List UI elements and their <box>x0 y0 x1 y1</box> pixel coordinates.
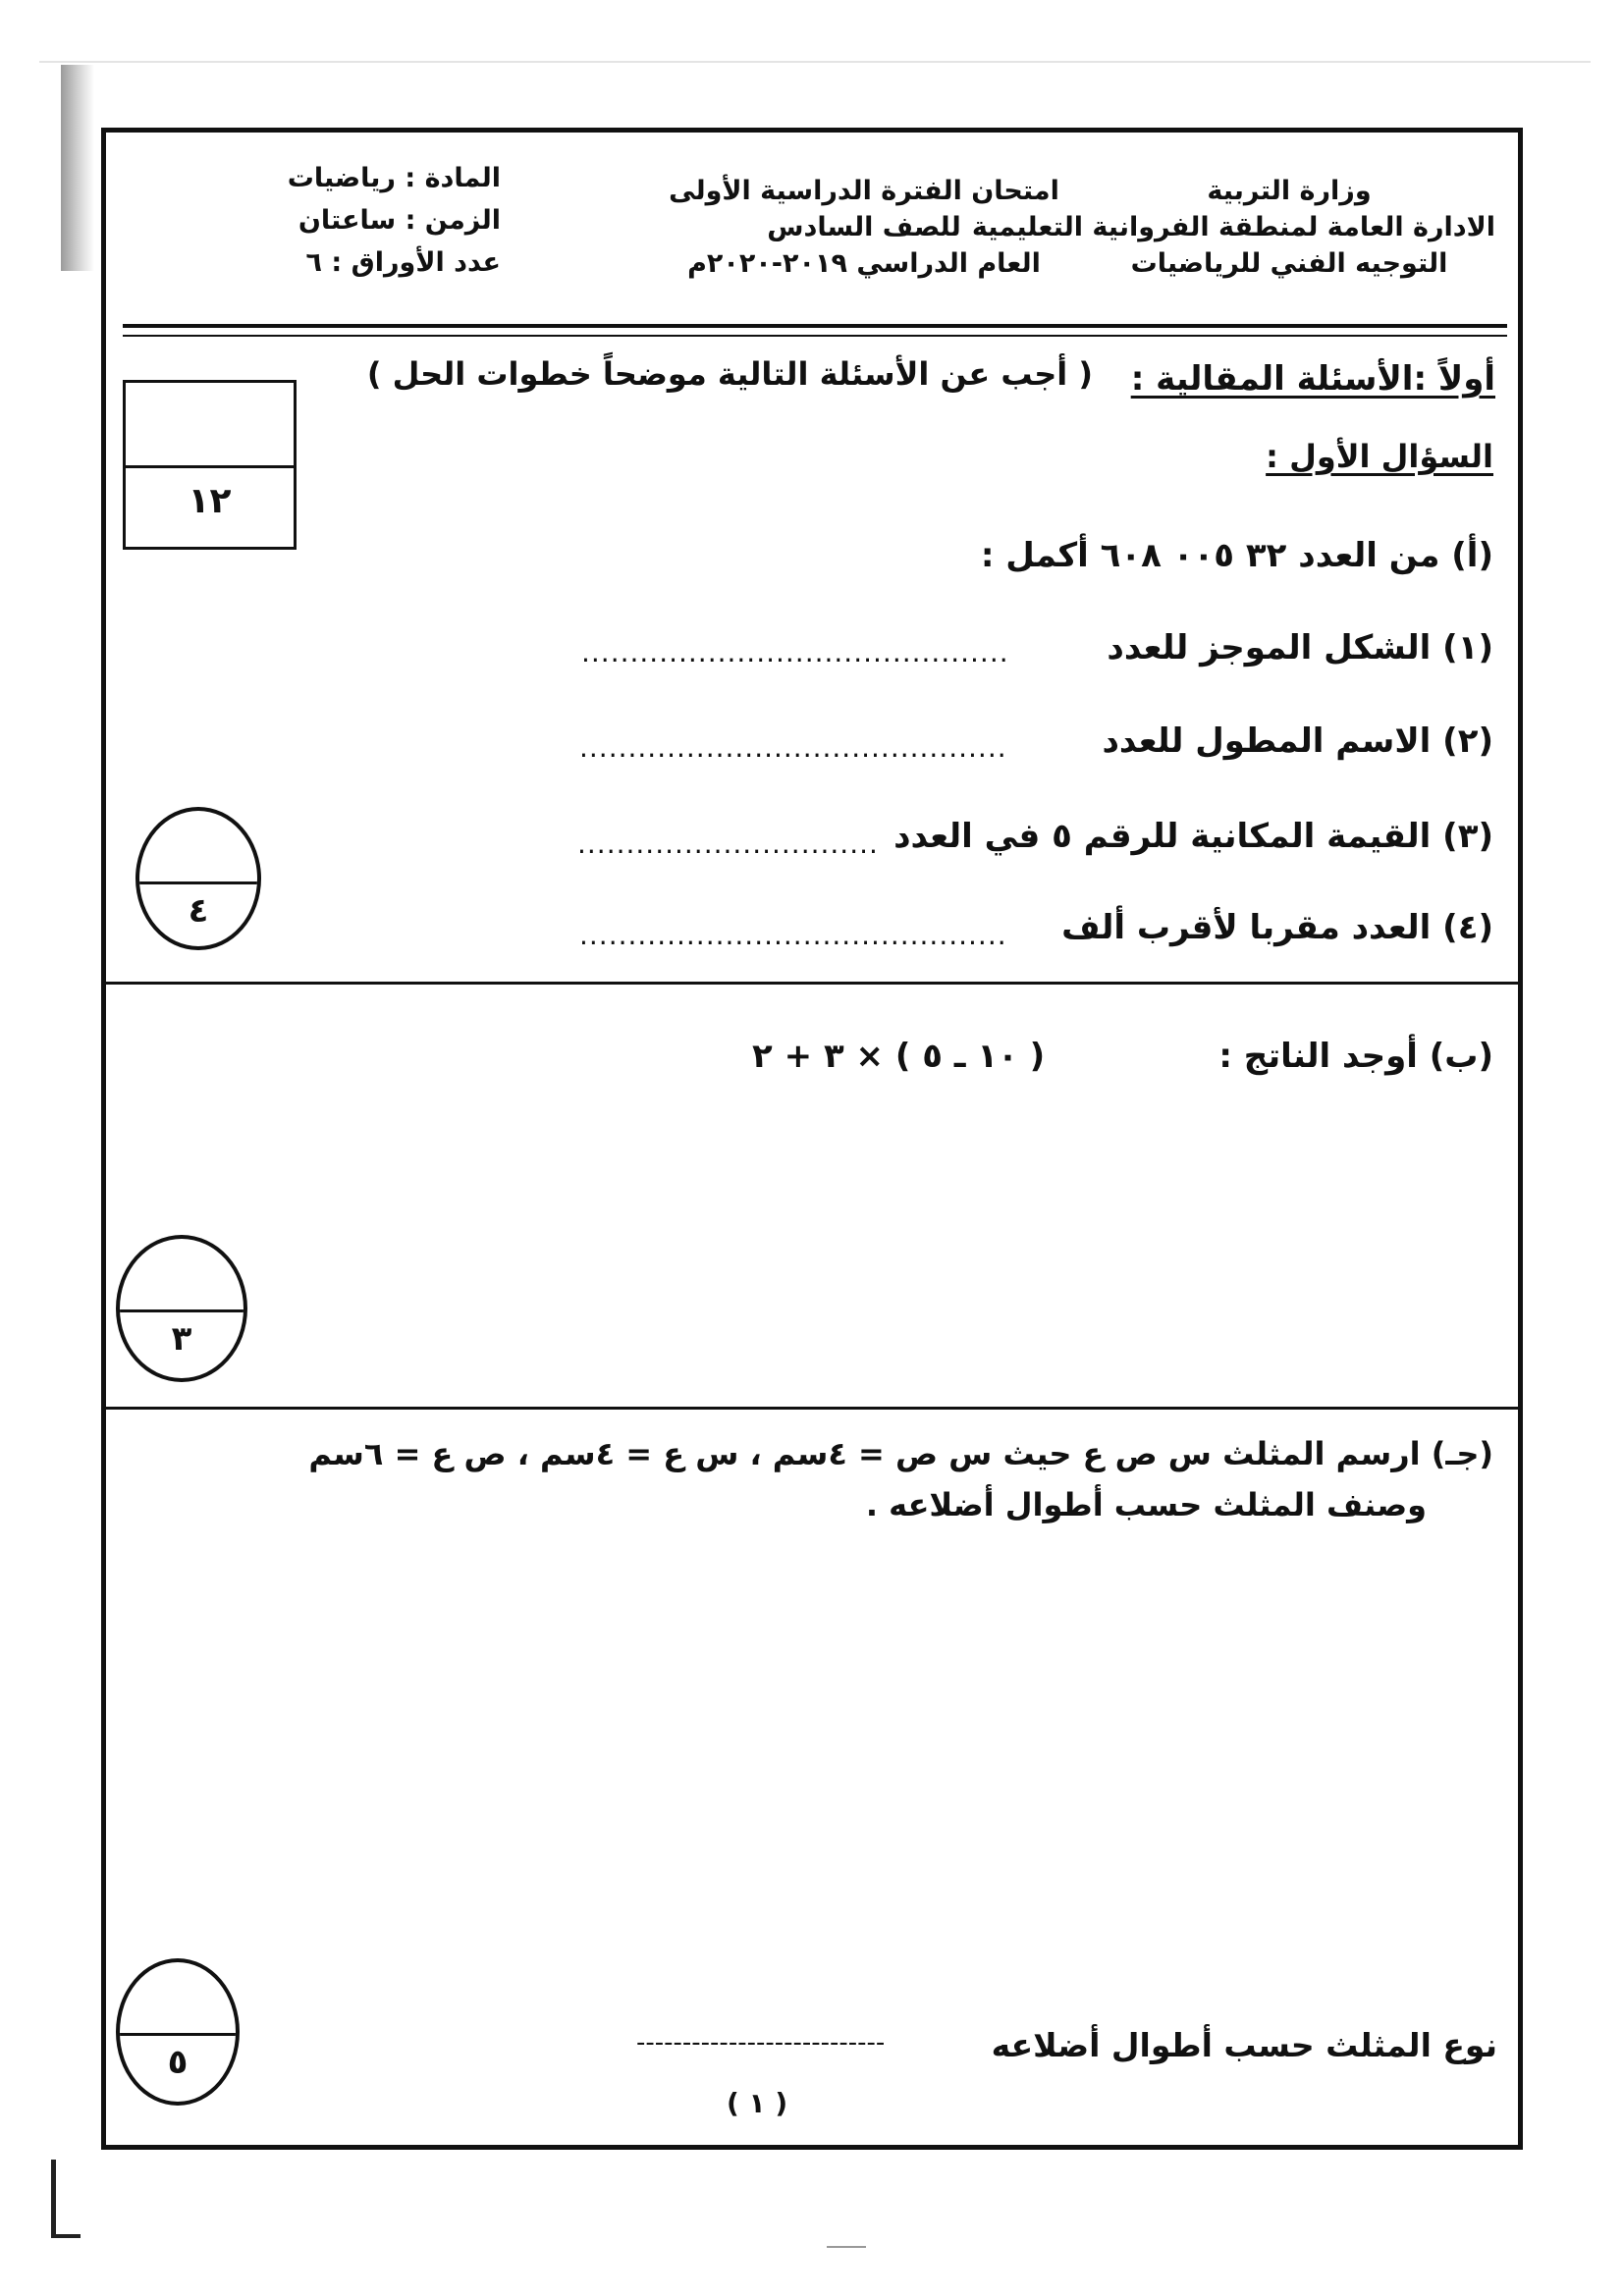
page-number: ( ١ ) <box>727 2087 788 2119</box>
total-score-box <box>123 380 297 550</box>
part-a-divider <box>106 982 1518 985</box>
header-exam-line: امتحان الفترة الدراسية الأولى <box>669 176 1059 206</box>
header-ministry <box>971 173 1495 282</box>
part-c-score-value: ٥ <box>167 2043 189 2082</box>
part-c-line-2: وصنف المثلث حسب أطوال أضلاعه . <box>865 1486 1427 1523</box>
part-a-prompt: (أ) من العدد ٣٢ ٠٠٥ ٦٠٨ أكمل : <box>980 536 1493 575</box>
part-b-divider <box>106 1407 1518 1410</box>
header-divider <box>123 324 1507 328</box>
scan-bottom-mark <box>827 2246 866 2248</box>
part-b-expression: ( ١٠ ـ ٥ ) × ٣ + ٢ <box>752 1037 1046 1076</box>
part-b-score-circle <box>116 1235 247 1382</box>
total-score-value: ١٢ <box>188 481 232 521</box>
part-a-item-2-label: (٢) الاسم المطول للعدد <box>1102 721 1493 761</box>
part-a-item-1-label: (١) الشكل الموجز للعدد <box>1107 628 1493 667</box>
part-a-item-2-blank[interactable]: ............................................ <box>579 731 1007 764</box>
header-ministry-line: التوجيه الفني للرياضيات <box>1130 248 1448 279</box>
section-instruction: ( أجب عن الأسئلة التالية موضحاً خطوات الحل ) <box>366 355 1093 393</box>
part-c-score-circle <box>116 1958 240 2106</box>
part-a-item-3-blank[interactable]: ............................... <box>577 828 879 860</box>
header-subject-line: الزمن : ساعتان <box>298 205 501 236</box>
part-a-score-circle <box>135 807 261 950</box>
header-ministry-line: الادارة العامة لمنطقة الفروانية التعليمية <box>971 212 1495 242</box>
header-ministry-line: وزارة التربية <box>1207 176 1372 206</box>
part-a-item-3-label: (٣) القيمة المكانية للرقم ٥ في العدد <box>893 817 1493 856</box>
exam-page-frame <box>101 128 1523 2150</box>
score-circle-divider <box>120 2033 236 2036</box>
part-c-answer-line[interactable]: --------------------------- <box>636 2028 886 2057</box>
question-1-title: السؤال الأول : <box>1266 438 1493 475</box>
scan-left-shadow <box>61 65 94 271</box>
header-subject-line: عدد الأوراق : ٦ <box>305 247 501 278</box>
part-c-line-1: (جـ) ارسم المثلث س ص ع حيث س ص = ٤سم ، س ع = ٤سم ، ص ع = ٦سم <box>308 1435 1493 1472</box>
header-exam-line: العام الدراسي ٢٠١٩-٢٠٢٠م <box>687 248 1041 279</box>
part-a-item-4-blank[interactable]: ............................................ <box>579 919 1007 951</box>
part-c-answer-label: نوع المثلث حسب أطوال أضلاعه <box>991 2026 1497 2064</box>
score-circle-divider <box>139 881 257 884</box>
part-b-score-value: ٣ <box>171 1319 192 1359</box>
header-exam-line: للصف السادس <box>767 212 961 242</box>
header-subject-info <box>285 157 501 284</box>
part-a-score-value: ٤ <box>188 891 209 931</box>
header-subject-line: المادة : رياضيات <box>287 163 501 193</box>
scan-corner-mark <box>51 2160 56 2238</box>
score-circle-divider <box>120 1309 243 1312</box>
scan-top-edge <box>39 61 1591 63</box>
part-a-item-1-blank[interactable]: ............................................ <box>581 636 1009 668</box>
header-exam-info <box>668 173 1060 282</box>
header-divider-thin <box>123 335 1507 337</box>
part-b-prompt: (ب) أوجد الناتج : <box>1218 1037 1493 1076</box>
section-title: أولاً :الأسئلة المقالية : <box>1130 359 1495 399</box>
part-a-item-4-label: (٤) العدد مقربا لأقرب ألف <box>1061 908 1493 947</box>
scan-corner-mark-base <box>51 2234 81 2238</box>
score-box-divider <box>126 465 294 468</box>
